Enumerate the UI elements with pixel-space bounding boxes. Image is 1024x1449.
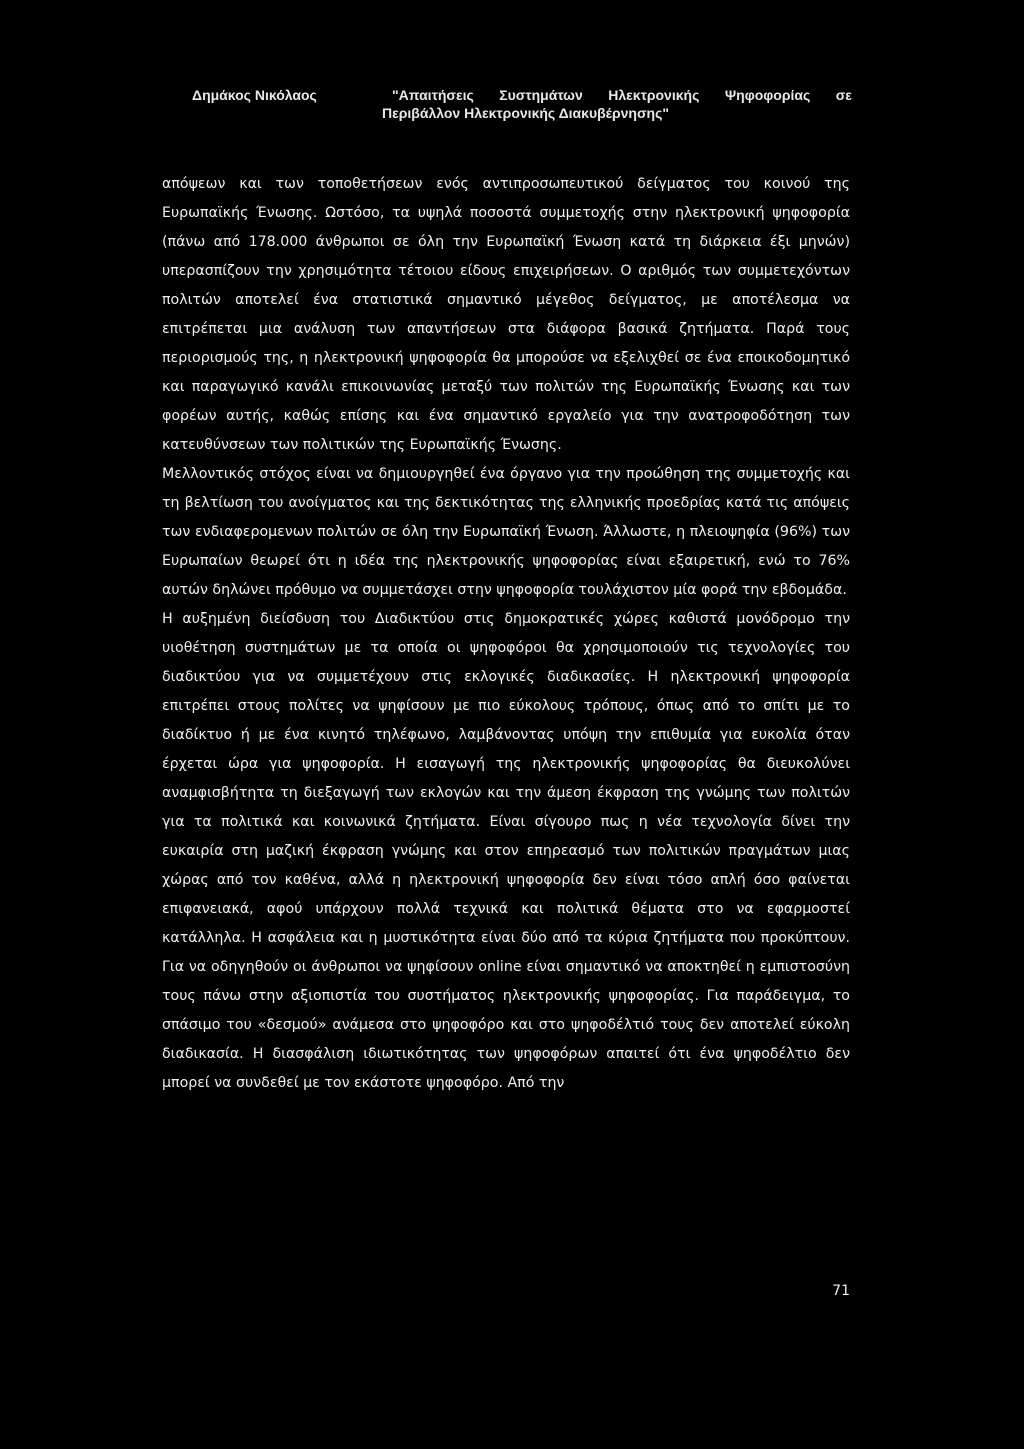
header-title-word: Ηλεκτρονικής [608, 87, 700, 103]
header-title-word: Συστημάτων [499, 87, 583, 103]
paragraph: Μελλοντικός στόχος είναι να δημιουργηθεί ένα όργανο για την προώθηση της συμμετοχής και τη βελτίωση του ανοίγματος και της δεκτικότητας της ελληνικής προεδρίας κατά τις απόψεις των ενδιαφερομενων πολιτών σε όλη την Ευρωπαϊκή Ένωση. Άλλωστε, η πλειοψηφία (96%) των Ευρωπαίων θεωρεί ότι η ιδέα της ηλεκτρονικής ψηφοφορίας είναι εξαιρετική, ενώ το 76% αυτών δηλώνει πρόθυμο να συμμετάσχει στην ψηφοφορία τουλάχιστον μία φορά την εβδομάδα. [162, 466, 850, 598]
running-header [192, 86, 852, 122]
header-title-line-1 [392, 86, 852, 104]
header-title-word: "Απαιτήσεις [392, 87, 474, 103]
header-title-word: Ψηφοφορίας [724, 87, 811, 103]
page-number: 71 [832, 1283, 850, 1299]
header-author: Δημάκος Νικόλαος [192, 87, 317, 103]
running-header-line-1 [192, 86, 852, 104]
paragraph: απόψεων και των τοποθετήσεων ενός αντιπροσωπευτικού δείγματος του κοινού της Ευρωπαϊκής Ένωσης. Ωστόσο, τα υψηλά ποσοστά συμμετοχής στην ηλεκτρονική ψηφοφορία (πάνω από 178.000 άνθρωποι σε όλη την Ευρωπαϊκή Ένωση κατά τη διάρκεια έξι μηνών) υπερασπίζουν την χρησιμότητα τέτοιου είδους επιχειρήσεων. Ο αριθμός των συμμετεχόντων πολιτών αποτελεί ένα στατιστικά σημαντικό μέγεθος δείγματος, με αποτέλεσμα να επιτρέπεται μια ανάλυση των απαντήσεων στα διάφορα βασικά ζητήματα. Παρά τους περιορισμούς της, η ηλεκτρονική ψηφοφορία θα μπορούσε να εξελιχθεί σε ένα εποικοδομητικό και παραγωγικό κανάλι επικοινωνίας μεταξύ των πολιτών της Ευρωπαϊκής Ένωσης και των φορέων αυτής, καθώς επίσης και ένα σημαντικό εργαλείο για την ανατροφοδότηση των κατευθύνσεων των πολιτικών της Ευρωπαϊκής Ένωσης. [162, 176, 850, 453]
header-title-line-2: Περιβάλλον Ηλεκτρονικής Διακυβέρνησης" [382, 105, 669, 121]
header-title-word: σε [835, 87, 852, 103]
body-text [162, 170, 850, 1098]
paragraph: Η αυξημένη διείσδυση του Διαδικτύου στις δημοκρατικές χώρες καθιστά μονόδρομο την υιοθέτηση συστημάτων με τα οποία οι ψηφοφόροι θα χρησιμοποιούν τις τεχνολογίες του διαδικτύου για να συμμετέχουν στις εκλογικές διαδικασίες. Η ηλεκτρονική ψηφοφορία επιτρέπει στους πολίτες να ψηφίσουν με πιο εύκολους τρόπους, όπως από το σπίτι με το διαδίκτυο ή με ένα κινητό τηλέφωνο, λαμβάνοντας υπόψη την επιθυμία για ευκολία όταν έρχεται ώρα για ψηφοφορία. Η εισαγωγή της ηλεκτρονικής ψηφοφορίας θα διευκολύνει αναμφισβήτητα τη διεξαγωγή των εκλογών και την άμεση έκφραση της γνώμης των πολιτών για τα πολιτικά και κοινωνικά ζητήματα. Είναι σίγουρο πως η νέα τεχνολογία δίνει την ευκαιρία στη μαζική έκφραση γνώμης και στον επηρεασμό των πολιτικών πραγμάτων μιας χώρας από τον καθένα, αλλά η ηλεκτρονική ψηφοφορία δεν είναι τόσο απλή όσο φαίνεται επιφανειακά, αφού υπάρχουν πολλά τεχνικά και πολιτικά θέματα στο να εφαρμοστεί κατάλληλα. Η ασφάλεια και η μυστικότητα είναι δύο από τα κύρια ζητήματα που προκύπτουν. Για να οδηγηθούν οι άνθρωποι να ψηφίσουν online είναι σημαντικό να αποκτηθεί η εμπιστοσύνη τους πάνω στην αξιοπιστία του συστήματος ηλεκτρονικής ψηφοφορίας. Για παράδειγμα, το σπάσιμο του «δεσμού» ανάμεσα στο ψηφοφόρο και στο ψηφοδέλτιό τους δεν αποτελεί εύκολη διαδικασία. Η διασφάλιση ιδιωτικότητας των ψηφοφόρων απαιτεί ότι ένα ψηφοδέλτιο δεν μπορεί να συνδεθεί με τον εκάστοτε ψηφοφόρο. Από την [162, 611, 850, 1091]
